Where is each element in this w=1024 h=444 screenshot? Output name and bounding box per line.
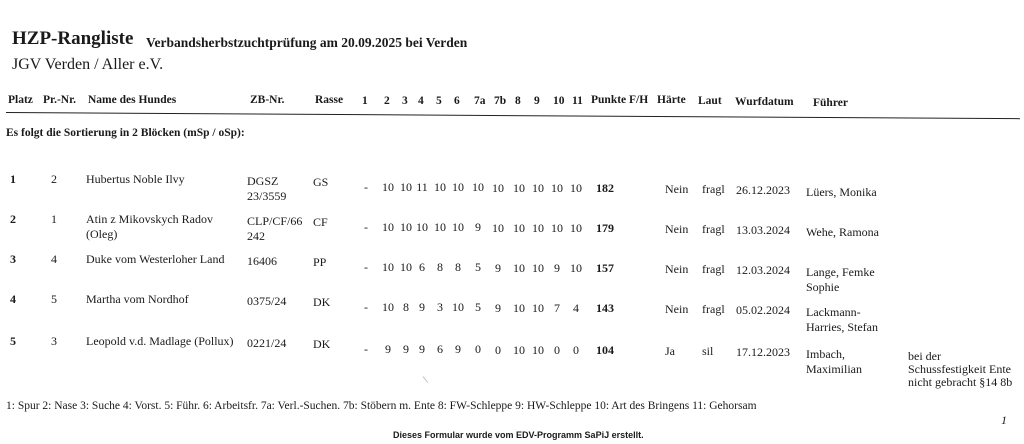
col-zb: ZB-Nr.: [250, 94, 285, 106]
col-platz: Platz: [8, 94, 33, 106]
score-cell: 10: [400, 260, 412, 274]
score-cell: 3: [437, 300, 443, 314]
breed-cell: DK: [313, 337, 331, 351]
studbook-cell: 23/3559: [247, 189, 287, 203]
col-field-7a: 7a: [474, 95, 486, 107]
score-cell: 6: [419, 260, 425, 274]
score-cell: 6: [437, 342, 443, 356]
score-cell: 10: [400, 180, 412, 194]
total-points-cell: 179: [596, 221, 614, 235]
dog-name-cell: (Oleg): [86, 227, 118, 241]
entry-number-cell: 5: [51, 292, 57, 306]
score-cell: 10: [452, 300, 464, 314]
score-cell: -: [364, 220, 368, 234]
col-nr: Pr.-Nr.: [43, 94, 77, 106]
score-cell: 9: [419, 342, 425, 356]
form-footer: Dieses Formular wurde vom EDV-Programm SaPiJ erstellt.: [393, 430, 644, 440]
haerte-cell: Nein: [665, 182, 689, 196]
score-cell: 7: [554, 301, 560, 315]
score-cell: 10: [570, 181, 582, 195]
score-cell: 10: [416, 220, 428, 234]
score-cell: 9: [475, 220, 481, 234]
col-haerte: Härte: [657, 94, 686, 106]
breed-cell: DK: [313, 295, 331, 309]
dog-name-cell: Leopold v.d. Madlage (Pollux): [86, 334, 234, 348]
score-cell: 10: [513, 301, 525, 315]
score-cell: 9: [403, 342, 409, 356]
handler-cell: Sophie: [806, 280, 840, 294]
remark-cell: nicht gebracht §14 8b: [908, 375, 1013, 389]
score-cell: 10: [492, 181, 504, 195]
handler-cell: Lackmann-: [806, 305, 861, 319]
score-cell: 10: [400, 220, 412, 234]
studbook-cell: CLP/CF/66: [247, 214, 303, 228]
score-cell: 0: [573, 343, 579, 357]
rank-cell: 2: [10, 212, 16, 226]
col-field-6: 6: [454, 95, 460, 107]
haerte-cell: Nein: [665, 222, 689, 236]
total-points-cell: 182: [596, 181, 614, 195]
score-cell: 9: [495, 261, 501, 275]
birthdate-cell: 12.03.2024: [736, 263, 790, 277]
score-cell: 10: [513, 261, 525, 275]
score-cell: 10: [532, 221, 544, 235]
score-cell: 10: [513, 181, 525, 195]
score-cell: 0: [554, 343, 560, 357]
total-points-cell: 104: [596, 343, 614, 357]
laut-cell: fragl: [702, 302, 725, 316]
birthdate-cell: 26.12.2023: [736, 183, 790, 197]
handler-cell: Harries, Stefan: [806, 320, 878, 334]
haerte-cell: Nein: [665, 262, 689, 276]
breed-cell: GS: [313, 175, 329, 189]
score-cell: 0: [495, 343, 501, 357]
handler-cell: Imbach,: [806, 347, 845, 361]
rank-cell: 4: [10, 292, 16, 306]
col-wurfdatum: Wurfdatum: [735, 96, 794, 108]
score-cell: 10: [452, 220, 464, 234]
col-field-4: 4: [418, 95, 424, 107]
dog-name-cell: Duke vom Westerloher Land: [86, 252, 225, 266]
studbook-cell: 16406: [247, 254, 277, 268]
breed-cell: CF: [313, 215, 328, 229]
score-cell: 9: [495, 301, 501, 315]
breed-cell: PP: [313, 255, 327, 269]
entry-number-cell: 2: [51, 172, 57, 186]
score-cell: 9: [455, 342, 461, 356]
score-cell: 10: [452, 180, 464, 194]
dog-name-cell: Atin z Mikovskych Radov: [86, 212, 213, 226]
entry-number-cell: 1: [51, 212, 57, 226]
entry-number-cell: 4: [51, 252, 57, 266]
score-cell: 10: [532, 181, 544, 195]
score-cell: -: [364, 300, 368, 314]
laut-cell: fragl: [702, 182, 725, 196]
dog-name-cell: Hubertus Noble Ilvy: [86, 172, 185, 186]
score-cell: 10: [434, 220, 446, 234]
score-cell: -: [364, 180, 368, 194]
col-field-8: 8: [515, 95, 521, 107]
col-laut: Laut: [698, 95, 722, 107]
score-cell: 8: [403, 300, 409, 314]
club-name: JGV Verden / Aller e.V.: [12, 56, 164, 73]
rank-cell: 5: [10, 334, 16, 348]
score-cell: 10: [382, 260, 394, 274]
entry-number-cell: 3: [51, 334, 57, 348]
total-points-cell: 157: [596, 261, 614, 275]
studbook-cell: 242: [247, 229, 265, 243]
score-cell: 11: [416, 180, 428, 194]
score-cell: 8: [455, 260, 461, 274]
birthdate-cell: 17.12.2023: [736, 345, 790, 359]
laut-cell: fragl: [702, 262, 725, 276]
score-cell: -: [364, 260, 368, 274]
studbook-cell: 0221/24: [247, 336, 287, 350]
score-cell: 10: [382, 180, 394, 194]
col-field-10: 10: [553, 95, 565, 107]
col-field-9: 9: [534, 95, 540, 107]
col-fuehrer: Führer: [813, 97, 848, 109]
col-field-2: 2: [384, 95, 390, 107]
laut-cell: sil: [702, 344, 714, 358]
score-cell: 9: [554, 261, 560, 275]
haerte-cell: Nein: [665, 302, 689, 316]
score-cell: 10: [513, 343, 525, 357]
score-cell: 10: [382, 300, 394, 314]
score-cell: 9: [419, 300, 425, 314]
remark-cell: Schussfestigkeit Ente: [908, 362, 1011, 376]
col-field-7b: 7b: [494, 95, 507, 107]
score-cell: 10: [472, 180, 484, 194]
page-title: HZP-Rangliste: [12, 28, 134, 49]
score-cell: 5: [475, 300, 481, 314]
col-field-11: 11: [572, 95, 583, 107]
rank-cell: 3: [10, 252, 16, 266]
col-rasse: Rasse: [315, 94, 344, 106]
studbook-cell: 0375/24: [247, 294, 287, 308]
score-cell: 10: [434, 180, 446, 194]
remark-cell: bei der: [908, 349, 941, 363]
col-field-3: 3: [402, 95, 408, 107]
score-cell: 10: [570, 261, 582, 275]
score-cell: 9: [385, 342, 391, 356]
score-cell: 5: [475, 260, 481, 274]
score-cell: 10: [551, 181, 563, 195]
score-cell: -: [364, 342, 368, 356]
laut-cell: fragl: [702, 222, 725, 236]
score-cell: 10: [532, 343, 544, 357]
handler-cell: Lange, Femke: [806, 265, 875, 279]
total-points-cell: 143: [596, 301, 614, 315]
rank-cell: 1: [10, 172, 16, 186]
col-field-1: 1: [362, 95, 368, 107]
col-field-5: 5: [436, 95, 442, 107]
score-cell: 10: [382, 220, 394, 234]
score-cell: 10: [532, 301, 544, 315]
haerte-cell: Ja: [665, 344, 675, 358]
field-legend: 1: Spur 2: Nase 3: Suche 4: Vorst. 5: Führ. 6: Arbeitsfr. 7a: Verl.-Suchen. 7b: Stöbern m. Ente 8: FW-Schleppe 9: HW-Schleppe 10: Art des Bringens 11: Gehorsam: [6, 400, 757, 412]
score-cell: 10: [492, 221, 504, 235]
exam-subtitle: Verbandsherbstzuchtprüfung am 20.09.2025 bei Verden: [146, 35, 468, 50]
score-cell: 10: [532, 261, 544, 275]
birthdate-cell: 05.02.2024: [736, 303, 790, 317]
col-punkte: Punkte F/H: [591, 94, 649, 106]
score-cell: 10: [570, 221, 582, 235]
stray-mark: \: [422, 373, 430, 387]
score-cell: 10: [551, 221, 563, 235]
col-name: Name des Hundes: [88, 94, 177, 106]
handler-cell: Maximilian: [806, 362, 862, 376]
studbook-cell: DGSZ: [247, 174, 279, 188]
page-number: 1: [1001, 413, 1007, 427]
header-divider: [6, 112, 1020, 119]
birthdate-cell: 13.03.2024: [736, 223, 790, 237]
score-cell: 8: [437, 260, 443, 274]
handler-cell: Wehe, Ramona: [806, 225, 880, 239]
sort-note: Es folgt die Sortierung in 2 Blöcken (mSp / oSp):: [6, 127, 245, 139]
score-cell: 0: [475, 342, 481, 356]
score-cell: 4: [573, 301, 579, 315]
dog-name-cell: Martha vom Nordhof: [86, 292, 189, 306]
handler-cell: Lüers, Monika: [806, 185, 877, 199]
score-cell: 10: [513, 221, 525, 235]
